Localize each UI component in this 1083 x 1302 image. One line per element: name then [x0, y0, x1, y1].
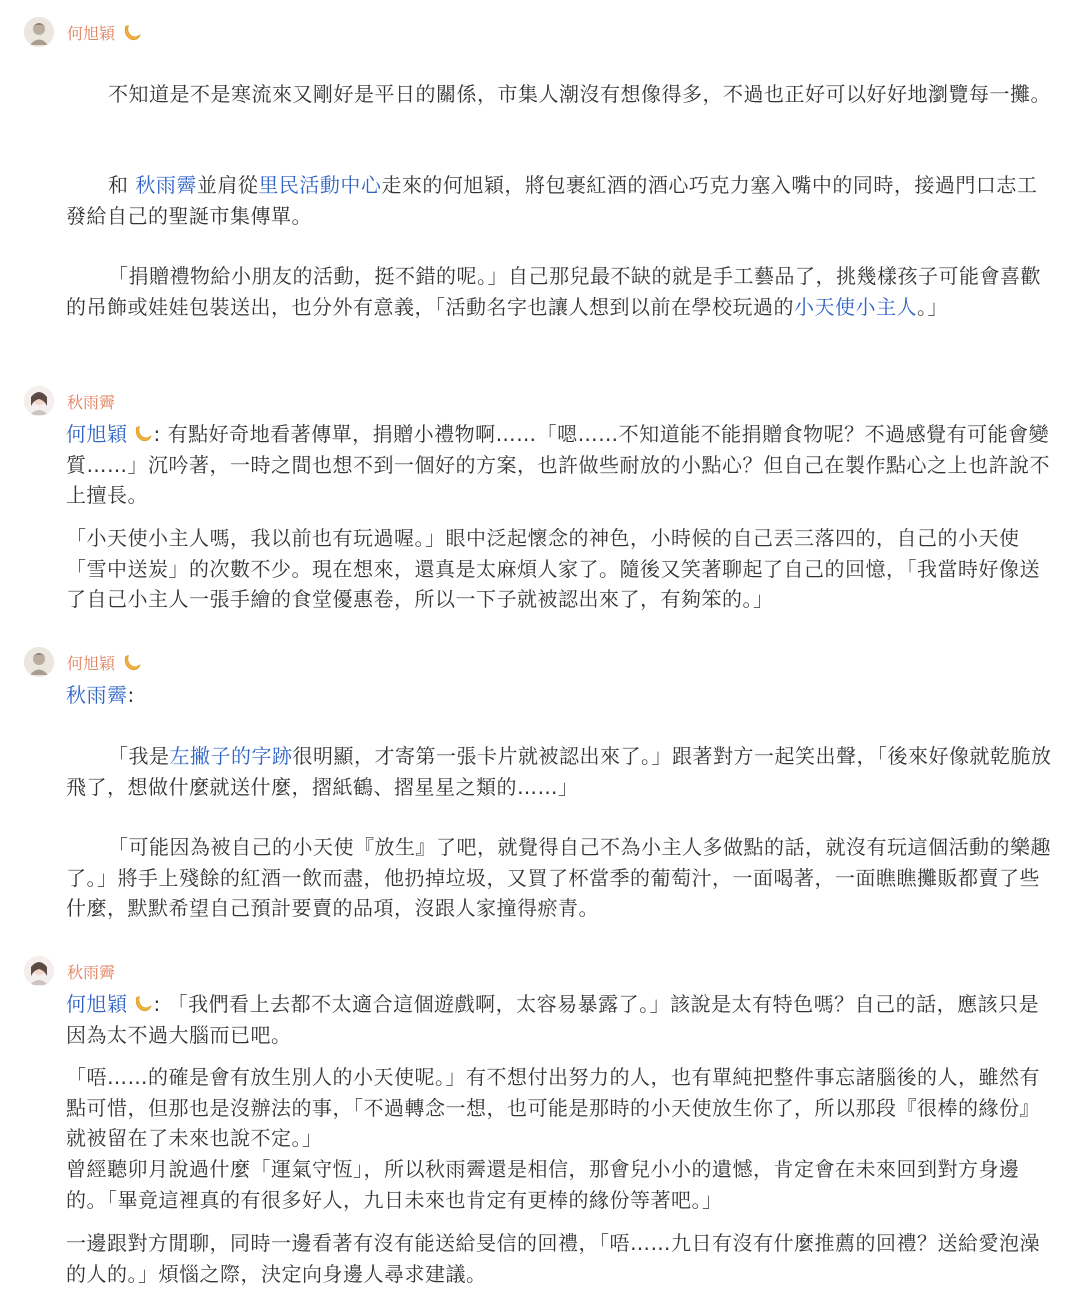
- reply-line: 秋雨霽:: [66, 683, 135, 707]
- term-link[interactable]: 左撇子的字跡: [169, 744, 293, 768]
- location-link[interactable]: 里民活動中心: [258, 173, 382, 197]
- post-header: [24, 385, 115, 417]
- paragraph: 「小天使小主人嗎，我以前也有玩過喔。」眼中泛起懷念的神色，小時候的自己丟三落四的，自己的小天使「雪中送炭」的次數不少。現在想來，還真是太麻煩人家了。隨後又笑著聊起了自己的回憶，「我當時好像送了自己小主人一張手繪的食堂優惠卷，所以一下子就被認出來了，有夠笨的。」: [66, 526, 1040, 611]
- paragraph: 何旭穎 : 有點好奇地看著傳單，捐贈小禮物啊……「嗯……不知道能不能捐贈食物呢？不過感覺有可能會變質……」沉吟著，一時之間也想不到一個好的方案，也許做些耐放的小點心？但自己在製作點心之上也許說不上擅長。: [66, 422, 1050, 507]
- moon-icon: [121, 21, 143, 43]
- avatar[interactable]: [24, 386, 54, 416]
- author-name[interactable]: 秋雨霽: [67, 392, 116, 412]
- paragraph: 和 秋雨霽並肩從里民活動中心走來的何旭穎，將包裹紅酒的酒心巧克力塞入嘴中的同時，接過門口志工發給自己的聖誕市集傳單。: [66, 173, 1038, 228]
- paragraph: 「可能因為被自己的小天使『放生』了吧，就覺得自己不為小主人多做點的話，就沒有玩這個活動的樂趣了。」將手上殘餘的紅酒一飲而盡，他扔掉垃圾，又買了杯當季的葡萄汁，一面喝著，一面瞧瞧攤販都賣了些什麼，默默希望自己預計要賣的品項，沒跟人家撞得瘀青。: [66, 835, 1051, 920]
- paragraph: 「我是左撇子的字跡很明顯，才寄第一張卡片就被認出來了。」跟著對方一起笑出聲，「後來好像就乾脆放飛了，想做什麼就送什麼，摺紙鶴、摺星星之類的……」: [66, 744, 1052, 799]
- author-name[interactable]: 何旭穎: [67, 21, 143, 44]
- paragraph: 不知道是不是寒流來又剛好是平日的關係，市集人潮沒有想像得多，不過也正好可以好好地瀏覽每一攤。: [108, 82, 1051, 106]
- reply-target-link[interactable]: 秋雨霽: [66, 683, 128, 707]
- term-link[interactable]: 小天使小主人: [794, 294, 917, 319]
- paragraph: 何旭穎 : 「我們看上去都不太適合這個遊戲啊，太容易暴露了。」該說是太有特色嗎？自己的話，應該只是因為太不過大腦而已吧。: [66, 992, 1040, 1047]
- paragraph: 「捐贈禮物給小朋友的活動，挺不錯的呢。」自己那兒最不缺的就是手工藝品了，挑幾樣孩子可能會喜歡的吊飾或娃娃包裝送出，也分外有意義，「活動名字也讓人想到以前在學校玩過的小天使小主人。」: [66, 264, 1041, 319]
- moon-icon: [132, 992, 154, 1014]
- post-header: [24, 955, 115, 987]
- moon-icon: [121, 651, 143, 673]
- author-name[interactable]: 何旭穎: [67, 651, 143, 674]
- reply-target-link[interactable]: 何旭穎: [66, 422, 128, 446]
- avatar[interactable]: [24, 17, 54, 47]
- avatar[interactable]: [24, 647, 54, 677]
- post-header: [24, 646, 143, 678]
- paragraph: 「唔……的確是會有放生別人的小天使呢。」有不想付出努力的人，也有單純把整件事忘諸腦後的人，雖然有點可惜，但那也是沒辦法的事，「不過轉念一想，也可能是那時的小天使放生你了，所以那段『很棒的緣份』就被留在了未來也說不定。」: [66, 1065, 1040, 1150]
- post-header: [24, 16, 143, 48]
- paragraph: 曾經聽卯月說過什麼「運氣守恆」，所以秋雨霽還是相信，那會兒小小的遺憾，肯定會在未來回到對方身邊的。「畢竟這裡真的有很多好人，九日未來也肯定有更棒的緣份等著吧。」: [66, 1157, 1020, 1212]
- character-link[interactable]: 秋雨霽: [135, 173, 197, 197]
- reply-target-link[interactable]: 何旭穎: [66, 992, 128, 1016]
- avatar[interactable]: [24, 956, 54, 986]
- paragraph: 一邊跟對方閒聊，同時一邊看著有沒有能送給旻信的回禮，「唔……九日有沒有什麼推薦的回禮？送給愛泡澡的人的。」煩惱之際，決定向身邊人尋求建議。: [66, 1231, 1040, 1286]
- author-name[interactable]: 秋雨霽: [67, 962, 116, 982]
- moon-icon: [132, 422, 154, 444]
